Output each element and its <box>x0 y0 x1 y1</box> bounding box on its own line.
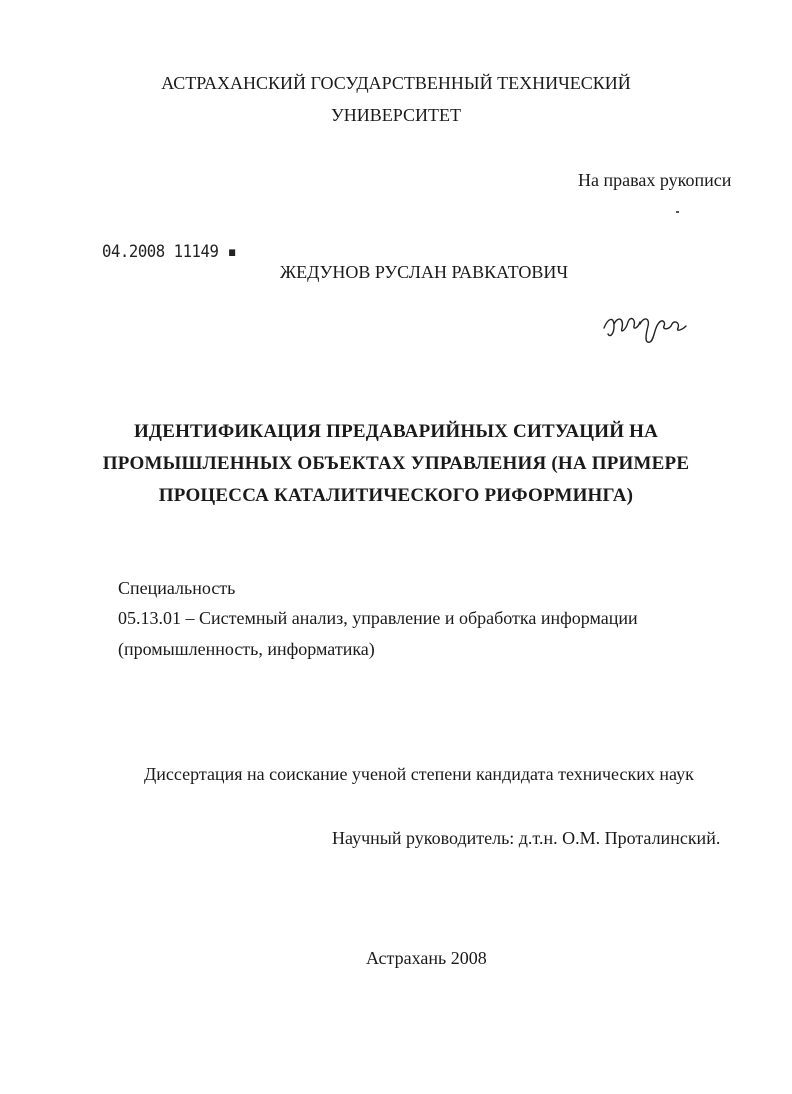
stamp-number-text: 04.2008 11149 <box>102 242 219 262</box>
thesis-title-line-1: ИДЕНТИФИКАЦИЯ ПРЕДАВАРИЙНЫХ СИТУАЦИЙ НА <box>133 421 659 442</box>
specialty-label: Специальность <box>118 578 236 598</box>
institution-line-1: АСТРАХАНСКИЙ ГОСУДАРСТВЕННЫЙ ТЕХНИЧЕСКИЙ <box>161 73 631 93</box>
specialty-code-line: 05.13.01 – Системный анализ, управление и обработка информации <box>118 608 638 628</box>
institution-line-2: УНИВЕРСИТЕТ <box>331 105 461 125</box>
city-year: Астрахань 2008 <box>366 948 487 968</box>
author-name: ЖЕДУНОВ РУСЛАН РАВКАТОВИЧ <box>280 262 569 282</box>
thesis-title-line-3: ПРОЦЕССА КАТАЛИТИЧЕСКОГО РИФОРМИНГА) <box>158 485 634 506</box>
archive-stamp-number <box>102 242 236 262</box>
stamp-mark-icon: ▪ <box>218 242 237 262</box>
scan-speck <box>676 211 679 213</box>
supervisor-line: Научный руководитель: д.т.н. О.М. Проталинский. <box>332 828 721 848</box>
degree-line: Диссертация на соискание ученой степени кандидата технических наук <box>144 764 694 784</box>
signature-icon <box>600 300 690 350</box>
thesis-title-line-2: ПРОМЫШЛЕННЫХ ОБЪЕКТАХ УПРАВЛЕНИЯ (НА ПРИМЕРЕ <box>102 453 690 474</box>
specialty-field-line: (промышленность, информатика) <box>118 639 375 659</box>
rights-note: На правах рукописи <box>578 170 732 190</box>
